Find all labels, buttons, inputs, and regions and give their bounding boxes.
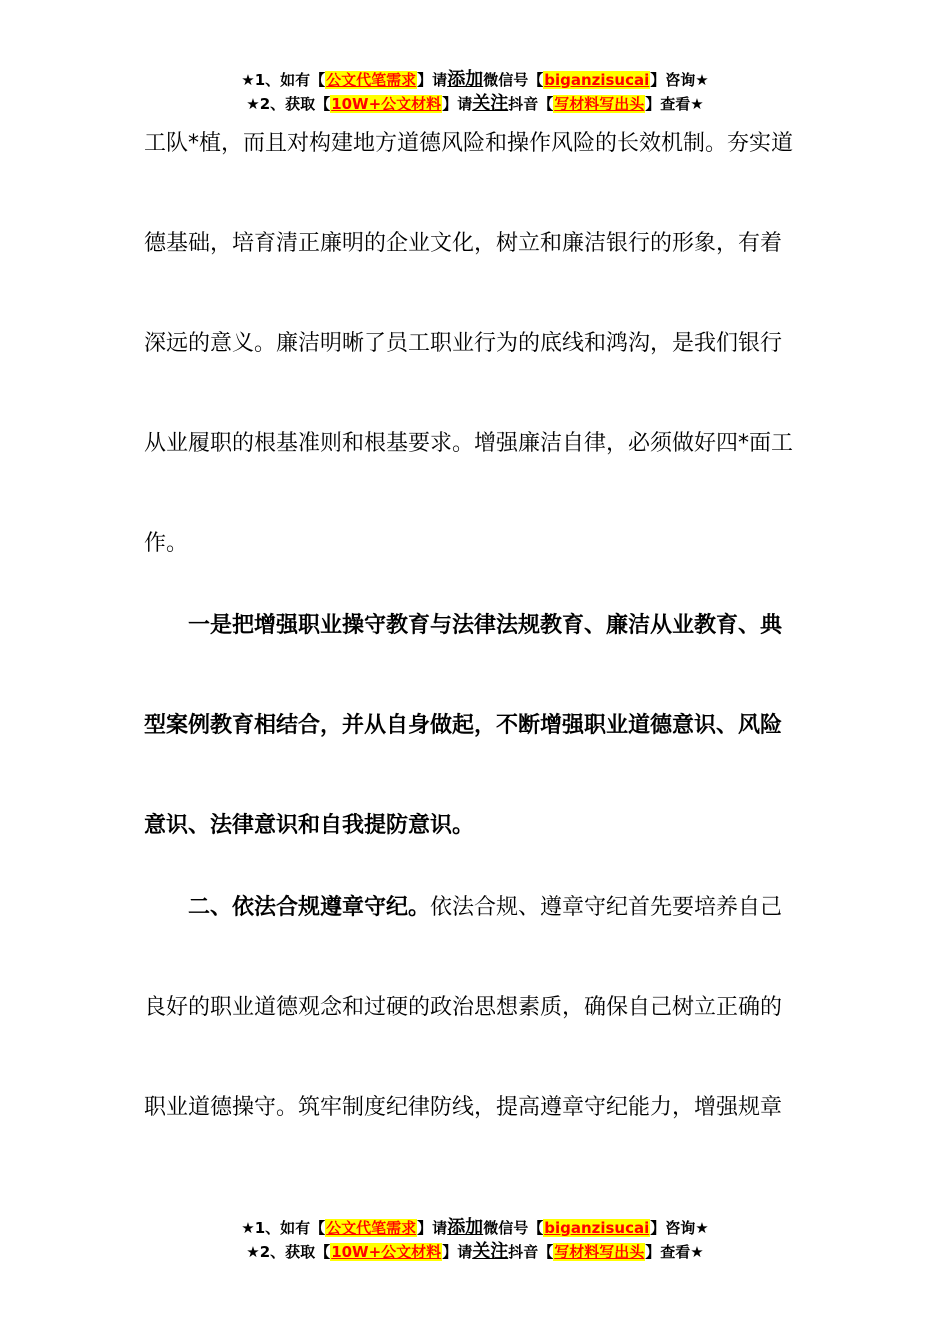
banner-text: 】查看★ [645, 1243, 704, 1261]
banner-line-1 [0, 68, 950, 92]
banner-highlight-douyin-account: 写材料写出头 [554, 1243, 645, 1261]
banner-highlight-materials: 10W+公文材料 [331, 1243, 442, 1261]
banner-text: 】请 [417, 1219, 448, 1237]
banner-highlight-service: 公文代笔需求 [326, 1219, 417, 1237]
banner-line-2 [0, 1240, 950, 1264]
banner-highlight-wechat-id: biganzisucai [544, 71, 650, 89]
banner-text: 抖音【 [508, 95, 554, 113]
point-two-line-2: 良好的职业道德观念和过硬的政治思想素质，确保自己树立正确的 [144, 995, 783, 1020]
body-line-3: 深远的意义。廉洁明晰了员工职业行为的底线和鸿沟，是我们银行 [144, 331, 783, 356]
banner-text: 】请 [417, 71, 448, 89]
banner-line-2 [0, 92, 950, 116]
header-banner [0, 68, 950, 116]
banner-text: 微信号【 [483, 71, 544, 89]
banner-text: 】请 [442, 95, 473, 113]
banner-text: ★1、如有【 [241, 71, 326, 89]
point-two-text: 依法合规、遵章守纪首先要培养自己 [430, 895, 783, 920]
point-one-line-2: 型案例教育相结合，并从自身做起，不断增强职业道德意识、风险 [144, 713, 783, 738]
banner-text: 抖音【 [508, 1243, 554, 1261]
body-line-5: 作。 [144, 531, 189, 556]
banner-text: 】查看★ [645, 95, 704, 113]
body-line-2: 德基础，培育清正廉明的企业文化，树立和廉洁银行的形象，有着 [144, 231, 783, 256]
banner-underline-add: 添加 [447, 69, 484, 90]
banner-text: 】请 [442, 1243, 473, 1261]
banner-underline-follow: 关注 [472, 1241, 509, 1262]
banner-text: ★2、获取【 [246, 95, 331, 113]
point-one-line-3: 意识、法律意识和自我提防意识。 [144, 813, 475, 838]
banner-text: ★1、如有【 [241, 1219, 326, 1237]
banner-underline-add: 添加 [447, 1217, 484, 1238]
point-two-line-3: 职业道德操守。筑牢制度纪律防线，提高遵章守纪能力，增强规章 [144, 1095, 783, 1120]
point-one-line-1: 一是把增强职业操守教育与法律法规教育、廉洁从业教育、典 [188, 613, 783, 638]
point-two-line-1 [188, 894, 798, 922]
banner-highlight-service: 公文代笔需求 [326, 71, 417, 89]
banner-underline-follow: 关注 [472, 93, 509, 114]
body-line-1: 工队*植，而且对构建地方道德风险和操作风险的长效机制。夯实道 [144, 131, 794, 156]
banner-text: 微信号【 [483, 1219, 544, 1237]
banner-highlight-douyin-account: 写材料写出头 [554, 95, 645, 113]
banner-highlight-materials: 10W+公文材料 [331, 95, 442, 113]
banner-line-1 [0, 1216, 950, 1240]
point-two-heading: 二、依法合规遵章守纪。 [188, 895, 431, 920]
footer-banner [0, 1216, 950, 1264]
banner-text: 】咨询★ [650, 1219, 709, 1237]
body-line-4: 从业履职的根基准则和根基要求。增强廉洁自律，必须做好四*面工 [144, 431, 794, 456]
banner-text: 】咨询★ [650, 71, 709, 89]
banner-highlight-wechat-id: biganzisucai [544, 1219, 650, 1237]
banner-text: ★2、获取【 [246, 1243, 331, 1261]
